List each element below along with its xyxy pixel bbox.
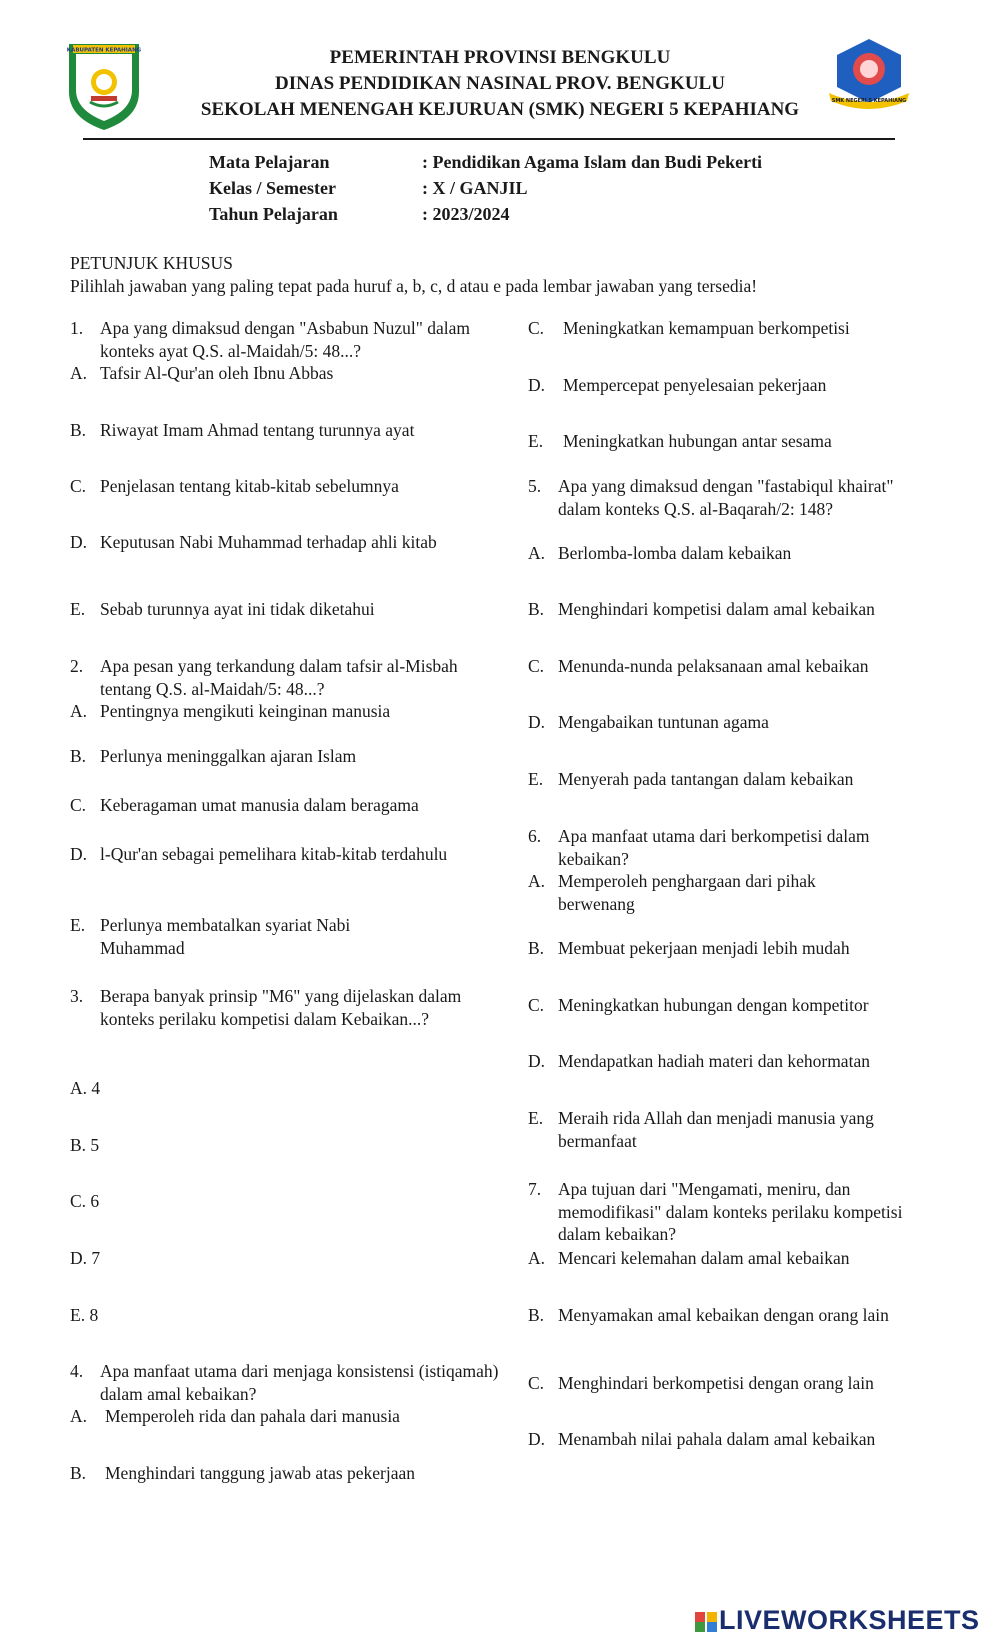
question-text: Apa yang dimaksud dengan "fastabiqul khairat" dalam konteks Q.S. al-Baqarah/2: 148? xyxy=(558,476,894,519)
option-text: Keputusan Nabi Muhammad terhadap ahli kitab xyxy=(100,532,437,552)
question-4 xyxy=(70,1360,500,1405)
option-q1-a[interactable]: A. Tafsir Al-Qur'an oleh Ibnu Abbas xyxy=(70,362,500,385)
option-q7-c[interactable]: C. Menghindari berkompetisi dengan orang lain xyxy=(528,1372,968,1395)
meta-label: Kelas / Semester xyxy=(209,178,336,198)
option-q3-b[interactable]: B. 5 xyxy=(70,1135,100,1155)
option-text: Sebab turunnya ayat ini tidak diketahui xyxy=(100,599,375,619)
question-number: 7. xyxy=(528,1179,542,1199)
option-text: Membuat pekerjaan menjadi lebih mudah xyxy=(558,938,850,958)
option-text: Meraih rida Allah dan menjadi manusia yang bermanfaat xyxy=(558,1108,874,1151)
option-q4-b[interactable]: B. Menghindari tanggung jawab atas pekerjaan xyxy=(70,1462,505,1485)
option-text: Tafsir Al-Qur'an oleh Ibnu Abbas xyxy=(100,363,334,383)
option-q1-b[interactable]: B. Riwayat Imam Ahmad tentang turunnya ayat xyxy=(70,419,500,442)
option-q5-b[interactable]: B. Menghindari kompetisi dalam amal kebaikan xyxy=(528,598,958,621)
option-text: Menghindari berkompetisi dengan orang lain xyxy=(558,1373,874,1393)
instructions-title: PETUNJUK KHUSUS xyxy=(70,253,233,273)
question-6 xyxy=(528,825,928,870)
option-text: Keberagaman umat manusia dalam beragama xyxy=(100,795,419,815)
school-logo xyxy=(823,35,915,115)
option-text: Meningkatkan hubungan dengan kompetitor xyxy=(558,995,869,1015)
meta-class xyxy=(209,176,528,200)
option-text: Berlomba-lomba dalam kebaikan xyxy=(558,543,792,563)
option-q2-c[interactable]: C. Keberagaman umat manusia dalam beragama xyxy=(70,794,500,817)
question-number: 3. xyxy=(70,986,84,1006)
question-2 xyxy=(70,655,470,700)
option-text: Riwayat Imam Ahmad tentang turunnya ayat xyxy=(100,420,415,440)
option-q3-e[interactable]: E. 8 xyxy=(70,1305,99,1325)
header-divider xyxy=(83,138,895,140)
option-q4-e[interactable]: E. Meningkatkan hubungan antar sesama xyxy=(528,430,963,453)
option-text: Memperoleh rida dan pahala dari manusia xyxy=(105,1406,400,1426)
option-text: Menambah nilai pahala dalam amal kebaikan xyxy=(558,1429,876,1449)
header-line-1: PEMERINTAH PROVINSI BENGKULU xyxy=(329,47,671,68)
option-q3-a[interactable]: A. 4 xyxy=(70,1078,101,1098)
option-q5-e[interactable]: E. Menyerah pada tantangan dalam kebaikan xyxy=(528,768,958,791)
option-q5-c[interactable]: C. Menunda-nunda pelaksanaan amal kebaikan xyxy=(528,655,958,678)
option-q4-d[interactable]: D. Mempercepat penyelesaian pekerjaan xyxy=(528,374,963,397)
meta-subject xyxy=(209,150,762,174)
question-text: Apa yang dimaksud dengan "Asbabun Nuzul" dalam konteks ayat Q.S. al-Maidah/5: 48...? xyxy=(100,318,471,361)
option-q2-e[interactable]: E. Perlunya membatalkan syariat Nabi Muhammad xyxy=(70,914,410,959)
option-q4-c[interactable]: C. Meningkatkan kemampuan berkompetisi xyxy=(528,317,963,340)
option-text: Menyerah pada tantangan dalam kebaikan xyxy=(558,769,854,789)
svg-text:KABUPATEN KEPAHIANG: KABUPATEN KEPAHIANG xyxy=(66,47,142,54)
question-number: 4. xyxy=(70,1361,84,1381)
question-3 xyxy=(70,985,470,1030)
option-text: Menyamakan amal kebaikan dengan orang lain xyxy=(558,1305,889,1325)
question-text: Berapa banyak prinsip "M6" yang dijelaskan dalam konteks perilaku kompetisi dalam Kebaikan...? xyxy=(100,986,462,1029)
option-q1-e[interactable]: E. Sebab turunnya ayat ini tidak diketahui xyxy=(70,598,500,621)
option-q2-d[interactable]: D. l-Qur'an sebagai pemelihara kitab-kitab terdahulu xyxy=(70,843,450,866)
question-1 xyxy=(70,317,500,362)
option-q1-c[interactable]: C. Penjelasan tentang kitab-kitab sebelumnya xyxy=(70,475,500,498)
meta-value: : Pendidikan Agama Islam dan Budi Pekerti xyxy=(422,152,763,172)
option-text: Menunda-nunda pelaksanaan amal kebaikan xyxy=(558,656,869,676)
meta-value: : 2023/2024 xyxy=(422,204,510,224)
option-text: Menghindari tanggung jawab atas pekerjaan xyxy=(105,1463,416,1483)
option-text: Meningkatkan kemampuan berkompetisi xyxy=(563,318,850,338)
option-text: l-Qur'an sebagai pemelihara kitab-kitab terdahulu xyxy=(100,844,448,864)
option-text: Menghindari kompetisi dalam amal kebaikan xyxy=(558,599,875,619)
liveworksheets-logo[interactable] xyxy=(695,1605,980,1636)
svg-text:SMK NEGERI 5 KEPAHIANG: SMK NEGERI 5 KEPAHIANG xyxy=(831,98,907,104)
option-q3-c[interactable]: C. 6 xyxy=(70,1191,100,1211)
question-text: Apa manfaat utama dari menjaga konsistensi (istiqamah) dalam amal kebaikan? xyxy=(100,1361,499,1404)
question-5 xyxy=(528,475,923,520)
option-q6-e[interactable]: E. Meraih rida Allah dan menjadi manusia yang bermanfaat xyxy=(528,1107,948,1152)
option-text: Memperoleh penghargaan dari pihak berwenang xyxy=(558,871,816,914)
option-q4-a[interactable]: A. Memperoleh rida dan pahala dari manusia xyxy=(70,1405,505,1428)
brand-text: LIVEWORKSHEETS xyxy=(719,1605,980,1635)
option-q2-a[interactable]: A. Pentingnya mengikuti keinginan manusia xyxy=(70,700,500,723)
instructions-text: Pilihlah jawaban yang paling tepat pada huruf a, b, c, d atau e pada lembar jawaban yang tersedia! xyxy=(70,276,758,296)
option-q6-b[interactable]: B. Membuat pekerjaan menjadi lebih mudah xyxy=(528,937,958,960)
header-line-2: DINAS PENDIDIKAN NASINAL PROV. BENGKULU xyxy=(275,73,725,94)
option-text: Mencari kelemahan dalam amal kebaikan xyxy=(558,1248,850,1268)
question-text: Apa manfaat utama dari berkompetisi dalam kebaikan? xyxy=(558,826,870,869)
option-text: Perlunya membatalkan syariat Nabi Muhammad xyxy=(100,915,351,958)
option-q6-a[interactable]: A. Memperoleh penghargaan dari pihak berwenang xyxy=(528,870,868,915)
option-q7-b[interactable]: B. Menyamakan amal kebaikan dengan orang lain xyxy=(528,1304,918,1327)
meta-year xyxy=(209,202,510,226)
option-q3-d[interactable]: D. 7 xyxy=(70,1248,101,1268)
option-q5-a[interactable]: A. Berlomba-lomba dalam kebaikan xyxy=(528,542,958,565)
option-text: Penjelasan tentang kitab-kitab sebelumnya xyxy=(100,476,399,496)
brand-squares-icon xyxy=(695,1612,719,1632)
option-text: Mengabaikan tuntunan agama xyxy=(558,712,769,732)
option-q2-b[interactable]: B. Perlunya meninggalkan ajaran Islam xyxy=(70,745,500,768)
header-line-3: SEKOLAH MENENGAH KEJURUAN (SMK) NEGERI 5 KEPAHIANG xyxy=(200,99,800,120)
option-q6-d[interactable]: D. Mendapatkan hadiah materi dan kehormatan xyxy=(528,1050,958,1073)
meta-label: Tahun Pelajaran xyxy=(209,204,338,224)
meta-value: : X / GANJIL xyxy=(422,178,528,198)
option-q5-d[interactable]: D. Mengabaikan tuntunan agama xyxy=(528,711,958,734)
option-q7-d[interactable]: D. Menambah nilai pahala dalam amal kebaikan xyxy=(528,1428,968,1451)
option-q6-c[interactable]: C. Meningkatkan hubungan dengan kompetitor xyxy=(528,994,958,1017)
question-number: 1. xyxy=(70,318,84,338)
option-q1-d[interactable]: D. Keputusan Nabi Muhammad terhadap ahli kitab xyxy=(70,531,470,554)
option-text: Mendapatkan hadiah materi dan kehormatan xyxy=(558,1051,870,1071)
option-text: Mempercepat penyelesaian pekerjaan xyxy=(563,375,827,395)
question-number: 2. xyxy=(70,656,84,676)
question-text: Apa tujuan dari "Mengamati, meniru, dan memodifikasi" dalam konteks perilaku kompetisi dalam kebaikan? xyxy=(558,1179,903,1244)
question-text: Apa pesan yang terkandung dalam tafsir al-Misbah tentang Q.S. al-Maidah/5: 48...? xyxy=(100,656,458,699)
question-number: 5. xyxy=(528,476,542,496)
question-7 xyxy=(528,1178,928,1246)
option-text: Perlunya meninggalkan ajaran Islam xyxy=(100,746,357,766)
meta-label: Mata Pelajaran xyxy=(209,152,330,172)
question-number: 6. xyxy=(528,826,542,846)
option-q7-a[interactable]: A. Mencari kelemahan dalam amal kebaikan xyxy=(528,1247,958,1270)
option-text: Meningkatkan hubungan antar sesama xyxy=(563,431,832,451)
option-text: Pentingnya mengikuti keinginan manusia xyxy=(100,701,391,721)
